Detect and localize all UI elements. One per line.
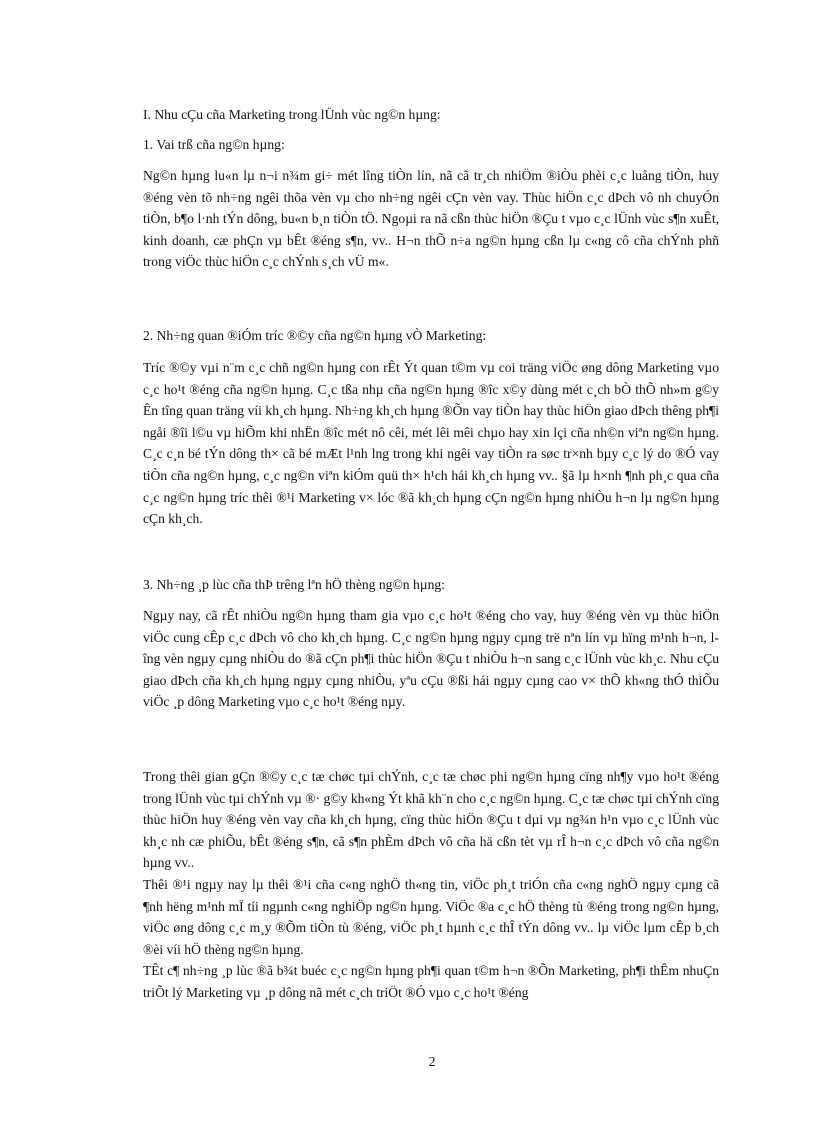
paragraph-market-pressure: Ngµy nay, cã rÊt nhiÒu ng©n hµng tham gia vµo c¸c ho¹t ®éng cho vay, huy ®éng vèn vµ thùc hiÖn viÖc cung cÊp c¸c dÞch vô cho kh¸ch hµng. C¸c ng©n hµng ngµy cµng trë nªn lín vµ hïng m¹nh h¬n, lîng vèn ngµy cµng nhiÒu do ®ã cÇn ph¶i thùc hiÖn ®Çu t nhiÒu h¬n sang c¸c lÜnh vùc kh¸c. Nhu cÇu giao dÞch cña kh¸ch hµng ngµy cµng nhiÒu, yªu cÇu ®ßi hái ngµy cµng cao v× thÕ kh«ng thÓ thiÕu viÖc ¸p dông Marketing vµo c¸c ho¹t ®éng nµy. xyxy=(143,608,719,710)
paragraph-financial-orgs: Trong thêi gian gÇn ®©y c¸c tæ chøc tµi chÝnh, c¸c tæ chøc phi ng©n hµng cïng nh¶y vµo ho¹t ®éng trong lÜnh vùc tµi chÝnh vµ ®· g©y kh«ng Ýt khã kh¨n cho c¸c ng©n hµng. C¸c tæ chøc tµi chÝnh cïng thùc hiÖn huy ®éng vèn vay cña kh¸ch hµng, cïng thùc hiÖn ®Çu t dµi vµ ng¾n h¹n vµo c¸c lÜnh vùc kh¸c nh cæ phiÕu, bÊt ®éng s¶n, cã s¶n phÈm dÞch vô cña hä cßn tèt vµ rÎ h¬n c¸c dÞch vô cña ng©n hµng vv.. xyxy=(143,769,719,871)
section-heading-1: 1. Vai trß cña ng©n hµng: xyxy=(143,137,285,152)
paragraph-bank-role: Ng©n hµng lu«n lµ n¬i n¾m gi÷ mét lîng tiÒn lín, nã cã tr¸ch nhiÖm ®iÒu phèi c¸c luång tiÒn, huy ®éng vèn tõ nh÷ng ngêi thõa vèn vµ cho nh÷ng ngêi cÇn vèn vay. Thùc hiÖn c¸c dÞch vô nh chuyÓn tiÒn, b¶o l·nh tÝn dông, bu«n b¸n tiÒn tÖ. Ngoµi ra nã cßn thùc hiÖn ®Çu t vµo c¸c lÜnh vùc s¶n xuÊt, kinh doanh, cæ phÇn vµ bÊt ®éng s¶n, vv.. H¬n thÕ n÷a ng©n hµng cßn lµ c«ng cô cña chÝnh phñ trong viÖc thùc hiÖn c¸c chÝnh s¸ch vÜ m«. xyxy=(143,168,719,270)
paragraph-technology: Thêi ®¹i ngµy nay lµ thêi ®¹i cña c«ng nghÖ th«ng tin, viÖc ph¸t triÓn cña c«ng nghÖ ngµy cµng cã ¶nh hëng m¹nh mÏ tíi ngµnh c«ng nghiÖp ng©n hµng. ViÖc ®a c¸c hÖ thèng tù ®éng trong ng©n hµng, viÖc øng dông c¸c m¸y ®Õm tiÒn tù ®éng, viÖc ph¸t hµnh c¸c thÎ tÝn dông vv.. lµ viÖc lµm cÊp b¸ch ®èi víi hÖ thèng ng©n hµng. xyxy=(143,877,719,957)
paragraph-conclusion: TÊt c¶ nh÷ng ¸p lùc ®ã b¾t buéc c¸c ng©n hµng ph¶i quan t©m h¬n ®Õn Marketing, ph¶i thÊm nhuÇn triÕt lý Marketing vµ ¸p dông nã mét c¸ch triÖt ®Ó vµo c¸c ho¹t ®éng xyxy=(143,963,719,1000)
section-heading-2: 2. Nh÷ng quan ®iÓm tríc ®©y cña ng©n hµng vÒ Marketing: xyxy=(143,328,487,343)
section-heading-i: I. Nhu cÇu cña Marketing trong lÜnh vùc ng©n hµng: xyxy=(143,107,441,122)
page-number: 2 xyxy=(428,1054,436,1069)
section-heading-3: 3. Nh÷ng ¸p lùc cña thÞ trêng lªn hÖ thèng ng©n hµng: xyxy=(143,577,445,592)
paragraph-past-views: Tríc ®©y vµi n¨m c¸c chñ ng©n hµng con rÊt Ýt quan t©m vµ coi träng viÖc øng dông Marketing vµo c¸c ho¹t ®éng cña ng©n hµng. C¸c tßa nhµ cña ng©n hµng ®îc x©y dùng mét c¸ch bÒ thÕ nh»m g©y Ên tîng quan träng víi kh¸ch hµng. Nh÷ng kh¸ch hµng ®Õn vay tiÒn hay thùc hiÖn giao dÞch thêng ph¶i ngåi ®îi l©u vµ hiÕm khi nhËn ®îc mét nô cêi, mét lêi mêi chµo hay xin lçi cña nh©n viªn ng©n hµng. C¸c c¸n bé tÝn dông th× cã bé mÆt l¹nh lng trong khi ngêi vay tiÒn ra søc tr×nh bµy c¸c lý do ®Ó vay tiÒn cña ng©n hµng, c¸c ng©n viªn kiÓm quü th× h¹ch hái kh¸ch hµng vv.. §ã lµ h×nh ¶nh ph¸c qua cña c¸c ng©n hµng tríc thêi ®¹i Marketing v× lóc ®ã kh¸ch hµng cÇn ng©n hµng nhiÒu h¬n lµ ng©n hµng cÇn kh¸ch. xyxy=(143,360,719,527)
